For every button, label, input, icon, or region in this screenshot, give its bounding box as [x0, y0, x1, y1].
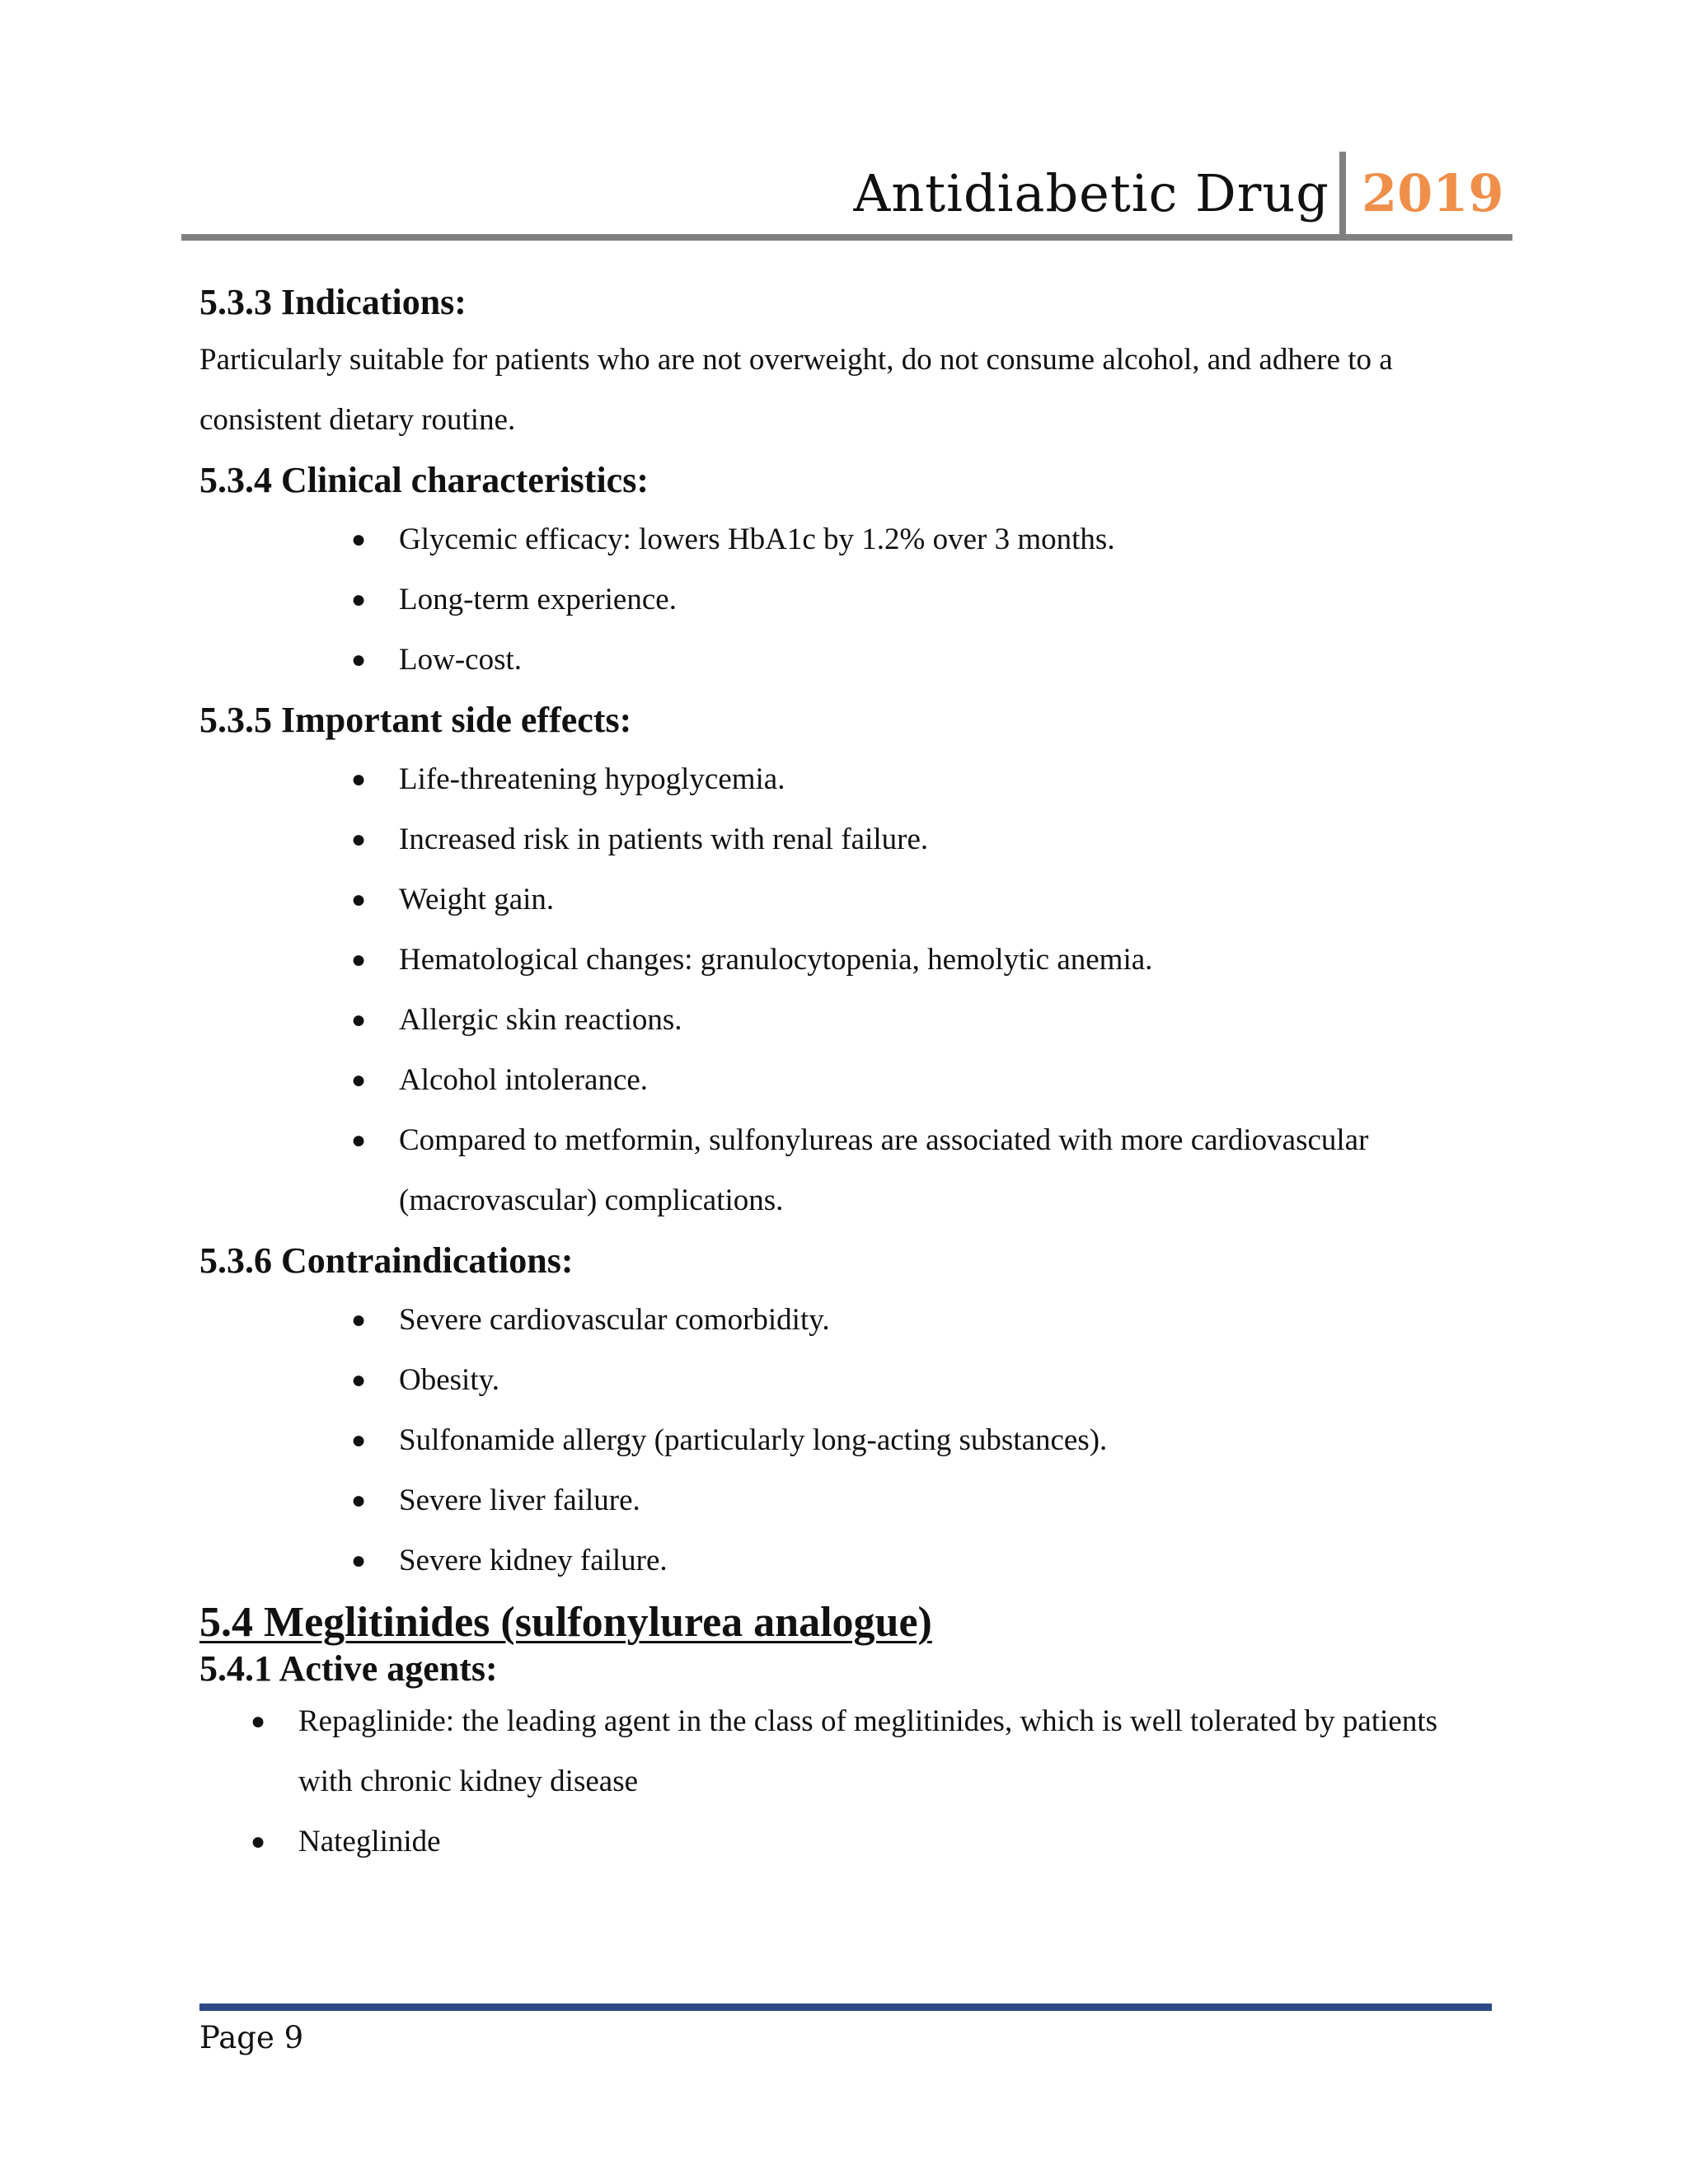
bullet-icon: ● — [351, 1006, 367, 1033]
bullet-icon: ● — [351, 1306, 367, 1333]
bullet-icon: ● — [351, 886, 367, 913]
list-item: ● Life-threatening hypoglycemia. — [399, 749, 1498, 809]
list-item: ● Weight gain. — [399, 869, 1498, 930]
bullet-icon: ● — [351, 1487, 367, 1514]
bullet-icon: ● — [351, 1547, 367, 1574]
list-item: ● Long-term experience. — [399, 569, 1498, 630]
section-heading-indications: 5.3.3 Indications: — [199, 282, 467, 322]
section-heading-side-effects: 5.3.5 Important side effects: — [199, 700, 632, 740]
list-item: ● Low-cost. — [399, 630, 1498, 690]
page-number: Page 9 — [199, 2020, 304, 2055]
header-rule — [181, 234, 1512, 241]
list-item: ● Severe liver failure. — [399, 1470, 1498, 1530]
bullet-icon: ● — [351, 826, 367, 853]
header-separator — [1339, 152, 1346, 239]
page-content — [199, 277, 1498, 1872]
clinical-list — [199, 509, 1498, 690]
bullet-icon: ● — [351, 1366, 367, 1394]
bullet-icon: ● — [351, 1127, 367, 1154]
contraindications-list — [199, 1290, 1498, 1591]
list-item: ● Compared to metformin, sulfonylureas are associated with more cardiovascular (macrovascular) complications. — [399, 1110, 1498, 1230]
list-item: ● Repaglinide: the leading agent in the class of meglitinides, which is well tolerated by patients with chronic kidney disease — [298, 1691, 1498, 1811]
section-heading-active-agents: 5.4.1 Active agents: — [199, 1648, 498, 1689]
header-year: 2019 — [1362, 163, 1504, 223]
page-header — [181, 148, 1512, 241]
bullet-icon: ● — [351, 946, 367, 973]
list-item: ● Severe kidney failure. — [399, 1530, 1498, 1591]
bullet-icon: ● — [351, 646, 367, 673]
section-heading-clinical: 5.3.4 Clinical characteristics: — [199, 460, 649, 500]
list-item: ● Obesity. — [399, 1350, 1498, 1410]
bullet-icon: ● — [351, 586, 367, 613]
list-item: ● Increased risk in patients with renal failure. — [399, 809, 1498, 869]
section-heading-meglitinides: 5.4 Meglitinides (sulfonylurea analogue) — [199, 1599, 932, 1646]
list-item: ● Alcohol intolerance. — [399, 1050, 1498, 1110]
list-item: ● Severe cardiovascular comorbidity. — [399, 1290, 1498, 1350]
list-item: ● Nateglinide — [298, 1811, 1498, 1872]
footer-rule — [199, 2004, 1492, 2011]
bullet-icon: ● — [351, 1066, 367, 1094]
list-item: ● Allergic skin reactions. — [399, 990, 1498, 1050]
bullet-icon: ● — [251, 1828, 266, 1855]
list-item: ● Hematological changes: granulocytopenia, hemolytic anemia. — [399, 930, 1498, 990]
indications-paragraph: Particularly suitable for patients who are not overweight, do not consume alcohol, and adhere to a consistent dietary routine. — [199, 343, 1393, 437]
header-title: Antidiabetic Drug — [853, 163, 1329, 223]
list-item: ● Sulfonamide allergy (particularly long-acting substances). — [399, 1410, 1498, 1470]
bullet-icon: ● — [351, 1427, 367, 1454]
list-item: ● Glycemic efficacy: lowers HbA1c by 1.2% over 3 months. — [399, 509, 1498, 569]
bullet-icon: ● — [251, 1708, 266, 1735]
bullet-icon: ● — [351, 766, 367, 793]
active-agents-list — [199, 1691, 1498, 1872]
bullet-icon: ● — [351, 526, 367, 553]
section-heading-contraindications: 5.3.6 Contraindications: — [199, 1240, 574, 1281]
side-effects-list — [199, 749, 1498, 1230]
